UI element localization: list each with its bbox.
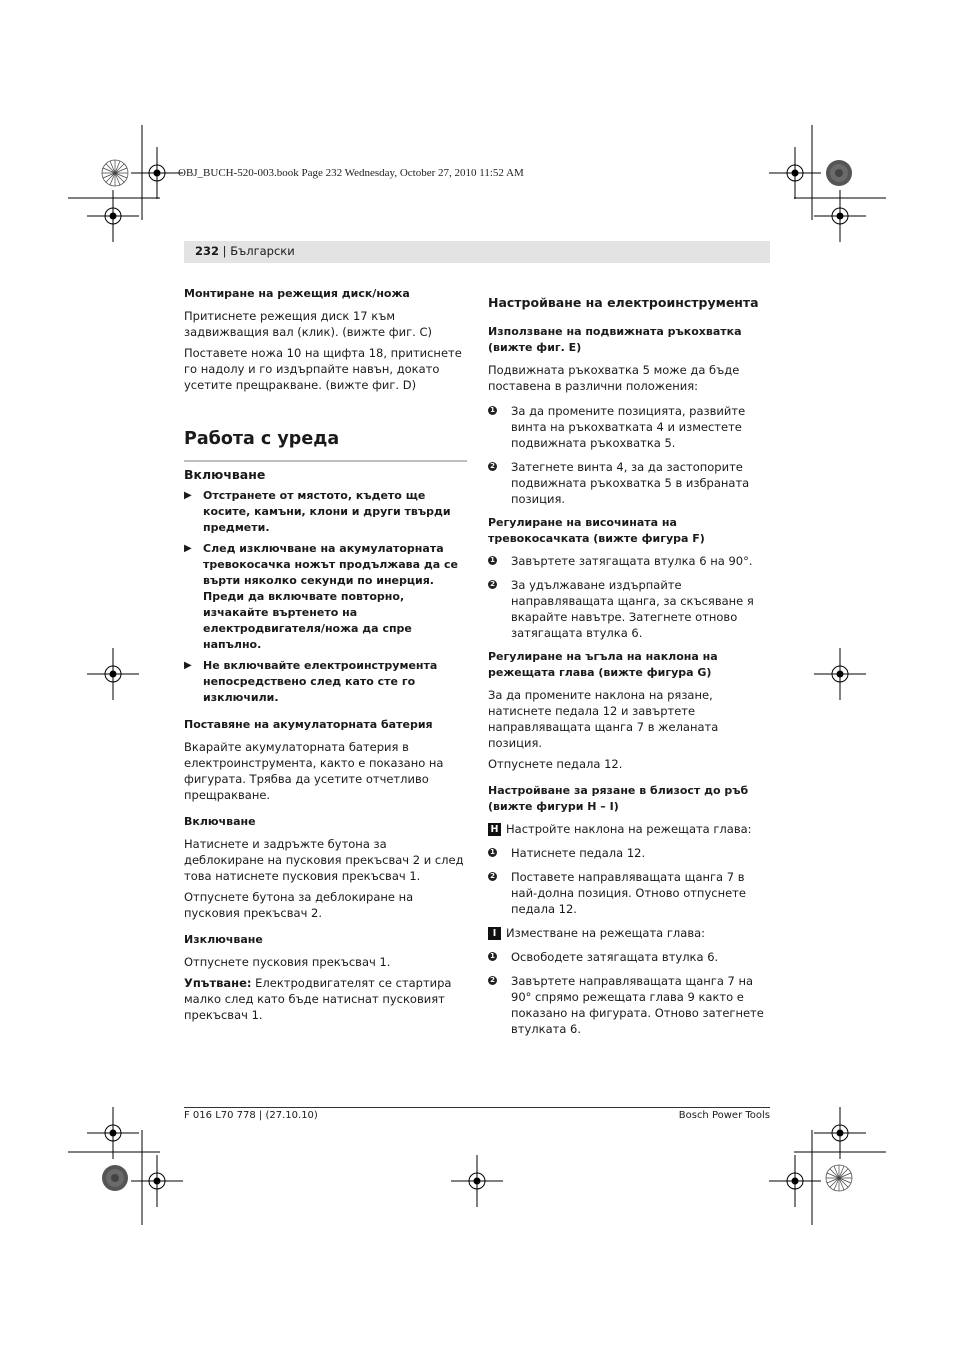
section-title: Монтиране на режещия диск/ножа (184, 287, 410, 300)
step-number-icon: 1 (488, 406, 497, 415)
note-label: Упътване: (184, 976, 252, 990)
step-item: 2 Поставете направляващата щанга 7 в най-долна позиция. Отново отпуснете педала 12. (488, 869, 771, 917)
warning-item: ▶ Отстранете от мястото, където ще косите, камъни, клони и други твърди предмети. (184, 489, 451, 534)
section-heading: Настройване на електроинструмента (488, 295, 759, 310)
paragraph: За да промените наклона на рязане, натиснете педала 12 и завъртете направляващата щанга 7 в желаната позиция. (488, 688, 719, 750)
step-item: 1 Завъртете затягащата втулка 6 на 90°. (488, 553, 771, 569)
page-header (184, 241, 770, 263)
right-column (488, 286, 771, 1045)
section-title: Регулиране на височината на тревокосачката (вижте фигура F) (488, 516, 705, 545)
figure-step-h: H Настройте наклона на режещата глава: (488, 821, 771, 837)
footer-divider (184, 1107, 770, 1108)
section-title: Включване (184, 815, 256, 828)
paragraph: Поставете ножа 10 на щифта 18, притиснете го надолу и го издърпайте навън, докато усетите прещракване. (вижте фиг. D) (184, 346, 462, 392)
step-number-icon: 1 (488, 848, 497, 857)
page-number: 232 (195, 244, 220, 258)
warning-item: ▶ След изключване на акумулаторната тревокосачка ножът продължава да се върти няколко секунди по инерция. Преди да включвате повторно, изчакайте въртенето на електродвигателя/ножа да спре напълно. (184, 542, 458, 651)
footer-brand: Bosch Power Tools (678, 1110, 770, 1121)
paragraph: Отпуснете бутона за деблокиране на пусковия прекъсвач 2. (184, 890, 414, 920)
triangle-bullet-icon: ▶ (184, 490, 192, 501)
divider (184, 460, 467, 462)
left-column (184, 286, 467, 1028)
figure-letter-badge: I (488, 927, 501, 940)
step-number-icon: 2 (488, 580, 497, 589)
section-title: Използване на подвижната ръкохватка (вижте фиг. E) (488, 325, 742, 354)
section-title: Регулиране на ъгъла на наклона на режещата глава (вижте фигура G) (488, 650, 718, 679)
print-info: OBJ_BUCH-520-003.book Page 232 Wednesday, October 27, 2010 11:52 AM (178, 167, 524, 179)
step-item: 1 Натиснете педала 12. (488, 845, 771, 861)
paragraph: Натиснете и задръжте бутона за деблокиране на пусковия прекъсвач 2 и след това натиснете пусковия прекъсвач 1. (184, 837, 464, 883)
section-title: Изключване (184, 933, 263, 946)
figure-letter-badge: H (488, 823, 501, 836)
main-heading: Работа с уреда (184, 429, 340, 449)
paragraph: Вкарайте акумулаторната батерия в електроинструмента, както е показано на фигурата. Трябва да усетите отчетливо прещракване. (184, 740, 444, 802)
triangle-bullet-icon: ▶ (184, 660, 192, 671)
paragraph: Притиснете режещия диск 17 към задвижващия вал (клик). (вижте фиг. C) (184, 309, 432, 339)
step-number-icon: 1 (488, 952, 497, 961)
step-item: 2 Завъртете направляващата щанга 7 на 90° спрямо режещата глава 9 както е показано на фигурата. Отново затегнете втулката 6. (488, 973, 771, 1037)
triangle-bullet-icon: ▶ (184, 543, 192, 554)
step-item: 2 За удължаване издърпайте направляващата щанга, за скъсяване я вкарайте навътре. Затегнете отново затягащата втулка 6. (488, 577, 771, 641)
paragraph: Подвижната ръкохватка 5 може да бъде поставена в различни положения: (488, 363, 740, 393)
note-paragraph: Упътване: Електродвигателят се стартира малко след като бъде натиснат пусковият прекъсвач 1. (184, 976, 452, 1022)
paragraph: Отпуснете пусковия прекъсвач 1. (184, 955, 391, 969)
section-heading: Включване (184, 467, 266, 482)
section-title: Настройване за рязане в близост до ръб (вижте фигури H – I) (488, 784, 749, 813)
step-number-icon: 2 (488, 872, 497, 881)
figure-step-i: I Изместване на режещата глава: (488, 925, 771, 941)
step-item: 2 Затегнете винта 4, за да застопорите подвижната ръкохватка 5 в избраната позиция. (488, 459, 771, 507)
warning-item: ▶ Не включвайте електроинструмента непосредствено след като сте го изключили. (184, 659, 438, 704)
footer-doc-code: F 016 L70 778 | (27.10.10) (184, 1110, 318, 1121)
step-number-icon: 2 (488, 976, 497, 985)
step-item: 1 За да промените позицията, развийте винта на ръкохватката 4 и изместете подвижната ръкохватка 5. (488, 403, 771, 451)
step-item: 1 Освободете затягащата втулка 6. (488, 949, 771, 965)
step-number-icon: 1 (488, 556, 497, 565)
paragraph: Отпуснете педала 12. (488, 757, 623, 771)
section-title: Поставяне на акумулаторната батерия (184, 718, 433, 731)
step-number-icon: 2 (488, 462, 497, 471)
header-language: Български (230, 244, 295, 258)
header-separator: | (219, 244, 231, 258)
